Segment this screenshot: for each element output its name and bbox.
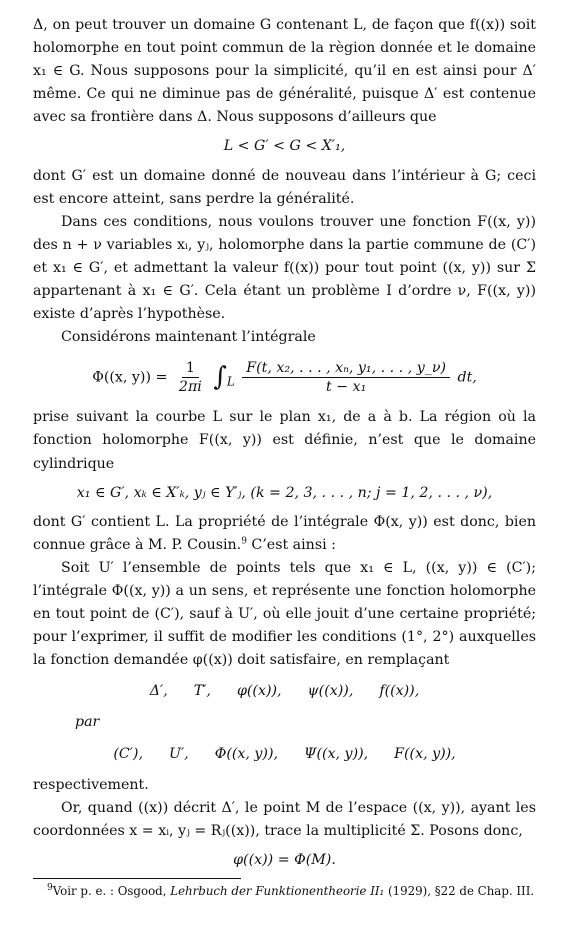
paragraph-1: Δ, on peut trouver un domaine G contenant L, de façon que f((x)) soit holomorphe en tout point commun de la règion donnée et le domaine x₁ ∈ G. Nous supposons pour la simplicité, qu’il en est ainsi pour Δ′ même. Ce qui ne diminue pas de généralité, puisque Δ′ est contenue avec sa frontière dans Δ. Nous supposons d’ailleurs que	[33, 17, 536, 126]
footnote-9	[33, 883, 536, 899]
integrand-numerator: F(t, x₂, . . . , xₙ, y₁, . . . , y_ν)	[242, 359, 450, 378]
replacement-row-1	[33, 680, 536, 703]
fraction-one-over-2pi-i	[175, 359, 206, 396]
paragraph-8: respectivement.	[33, 776, 149, 793]
footnote-title: Lehrbuch der Funktionentheorie II₁	[170, 884, 385, 898]
fraction-integrand	[242, 359, 450, 396]
par-label: par	[75, 714, 100, 731]
row1-item: Δ′,	[149, 683, 168, 700]
row2-item: U′,	[168, 745, 189, 762]
footnote-tail: (1929), §22 de Chap. III.	[384, 884, 535, 898]
integral-subscript: L	[226, 374, 235, 389]
row1-item: T′,	[193, 683, 211, 700]
footnote-mark: 9	[47, 883, 53, 894]
row1-item: f((x)),	[379, 683, 420, 700]
equation-phi-m: φ((x)) = Φ(M).	[233, 851, 336, 868]
integrand-denominator: t − x₁	[325, 379, 367, 396]
paragraph-2: dont G′ est un domaine donné de nouveau dans l’intérieur à G; ceci est encore atteint, sans perdre la généralité.	[33, 167, 536, 207]
paragraph-4: Considérons maintenant l’intégrale	[61, 329, 316, 346]
paragraph-6-tail: C’est ainsi :	[246, 536, 336, 553]
equation-cylindrical-domain: x₁ ∈ G′, xₖ ∈ X′ₖ, yⱼ ∈ Y′ⱼ, (k = 2, 3, . . . , n; j = 1, 2, . . . , ν),	[76, 484, 493, 501]
row2-item: (C′),	[113, 745, 143, 762]
row2-item: Φ((x, y)),	[214, 745, 279, 762]
equation-inclusion: L < G′ < G < X′₁,	[223, 138, 346, 155]
paragraph-5: prise suivant la courbe L sur le plan x₁, de a à b. La région où la fonction holomorphe F((x, y)) est définie, n’est que le domaine cylindrique	[33, 409, 536, 472]
integral-differential: dt,	[457, 369, 477, 386]
paragraph-6-text: dont G′ contient L. La propriété de l’intégrale Φ(x, y)) est donc, bien connue grâce à M. P. Cousin.	[33, 513, 536, 553]
paragraph-6	[33, 511, 536, 557]
fraction-numerator: 1	[182, 359, 199, 378]
replacement-row-2	[33, 743, 536, 766]
equation-integral	[33, 359, 536, 396]
fraction-denominator: 2πi	[178, 379, 202, 396]
row1-item: ψ((x)),	[307, 683, 354, 700]
footnote-rule	[33, 878, 241, 879]
footnote-reference: 9	[241, 536, 247, 547]
footnote-text: Voir p. e. : Osgood,	[52, 884, 171, 898]
row2-item: F((x, y)),	[394, 745, 456, 762]
integral-sign: ∫	[213, 362, 227, 393]
integral-lhs: Φ((x, y)) =	[92, 369, 168, 386]
row1-item: φ((x)),	[236, 683, 282, 700]
row2-item: Ψ((x, y)),	[304, 745, 369, 762]
paragraph-9: Or, quand ((x)) décrit Δ′, le point M de l’espace ((x, y)), ayant les coordonnées x = xᵢ, yⱼ = Rⱼ((x)), trace la multiplicité Σ. Posons donc,	[33, 799, 536, 839]
paragraph-3: Dans ces conditions, nous voulons trouver une fonction F((x, y)) des n + ν variables xᵢ, yⱼ, holomorphe dans la partie commune de (C′) et x₁ ∈ G′, et admettant la valeur f((x)) pour tout point ((x, y)) sur Σ appartenant à x₁ ∈ G′. Cela étant un problème I d’ordre ν, F((x, y)) existe d’après l’hypothèse.	[33, 213, 536, 323]
paragraph-7: Soit U′ l’ensemble de points tels que x₁ ∈ L, ((x, y)) ∈ (C′); l’intégrale Φ((x, y)) a un sens, et représente une fonction holomorphe en tout point de (C′), sauf à U′, où elle jouit d’une certaine propriété; pour l’exprimer, il suffit de modifier les conditions (1°, 2°) auxquelles la fonction demandée φ((x)) doit satisfaire, en remplaçant	[33, 559, 536, 669]
